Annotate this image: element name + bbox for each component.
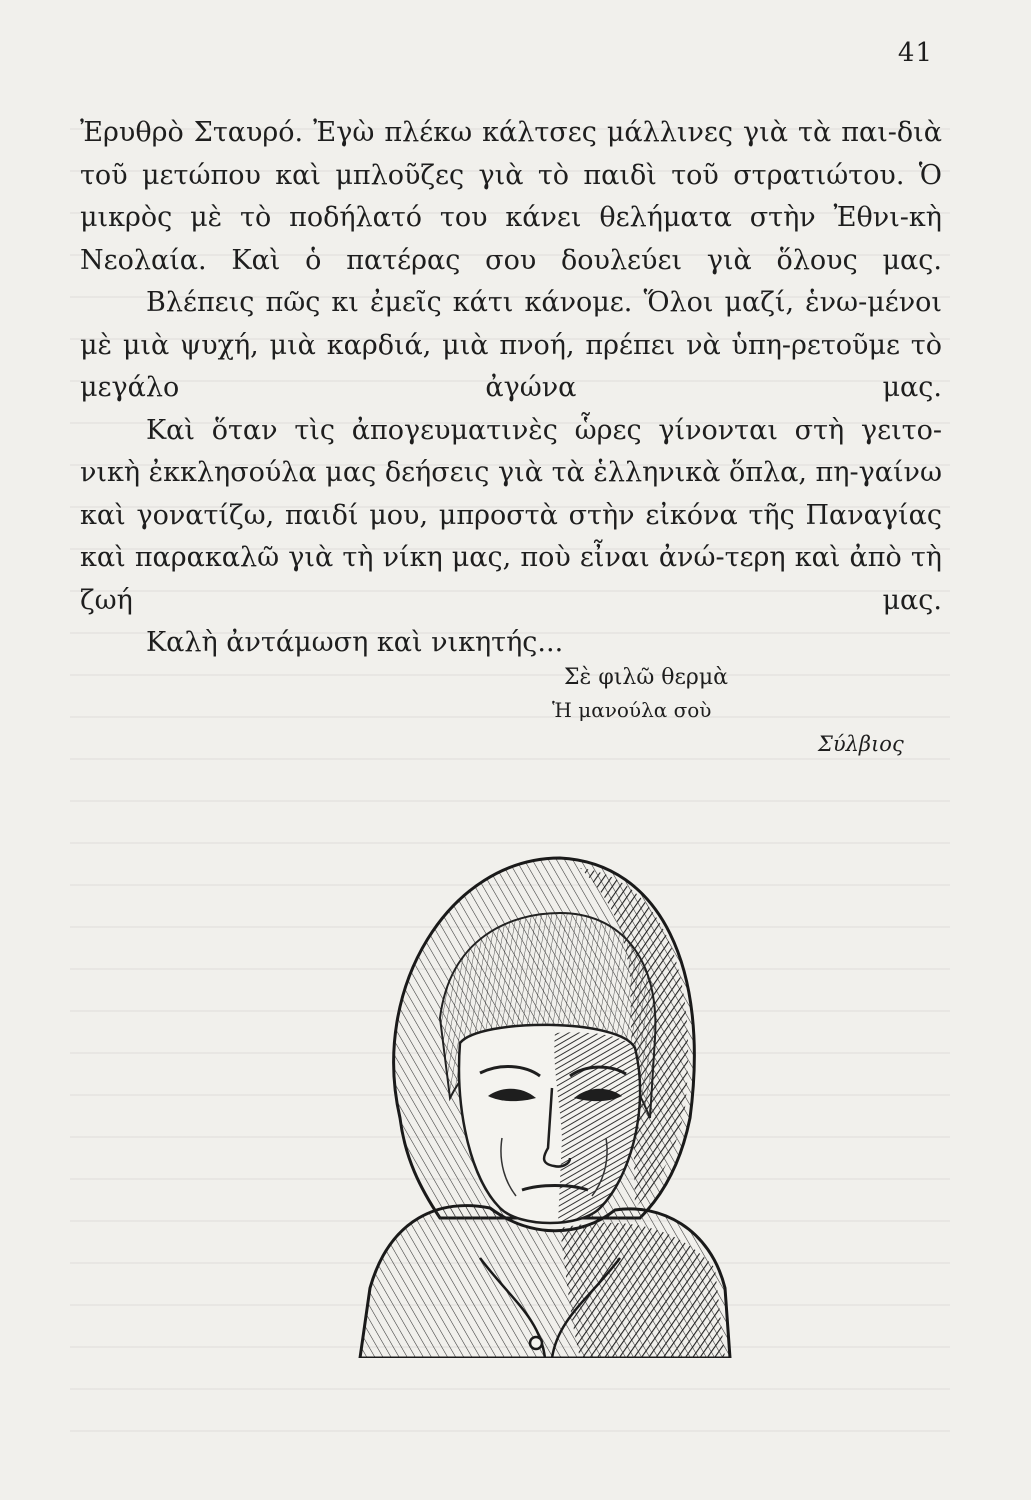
letter-body bbox=[80, 112, 942, 665]
coat-button bbox=[530, 1337, 542, 1349]
closing-greeting: Σὲ φιλῶ θερμὰ bbox=[564, 665, 728, 690]
page-number: 41 bbox=[897, 38, 933, 68]
closing-sender: Ἡ μανούλα σοὺ bbox=[552, 698, 712, 722]
portrait-illustration bbox=[330, 818, 750, 1358]
letter-paragraph-4: Καλὴ ἀντάμωση καὶ νικητής... bbox=[146, 627, 564, 658]
letter-closing bbox=[552, 662, 728, 726]
letter-paragraph-3: Καὶ ὅταν τὶς ἀπογευματινὲς ὧρες γίνονται στὴ γειτο-νικὴ ἐκκλησούλα μας δεήσεις γιὰ τὰ ἑλληνικὰ ὅπλα, πη-γαίνω καὶ γονατίζω, παιδί μου, μπροστὰ στὴν εἰκόνα τῆς Παναγίας καὶ παρακαλῶ γιὰ τὴ νίκη μας, ποὺ εἶναι ἀνώ-τερη καὶ ἀπὸ τὴ ζωή μας. bbox=[80, 414, 942, 616]
letter-paragraph-2: Βλέπεις πῶς κι ἐμεῖς κάτι κάνομε. Ὅλοι μαζί, ἑνω-μένοι μὲ μιὰ ψυχή, μιὰ καρδιά, μιὰ πνοή, πρέπει νὰ ὑπη-ρετοῦμε τὸ μεγάλο ἀγώνα μας. bbox=[80, 287, 942, 403]
artist-signature: Σύλβιος bbox=[818, 732, 904, 756]
letter-paragraph-1: Ἐρυθρὸ Σταυρό. Ἐγὼ πλέκω κάλτσες μάλλινες γιὰ τὰ παι-διὰ τοῦ μετώπου καὶ μπλοῦζες γιὰ τὸ παιδὶ τοῦ στρατιώτου. Ὁ μικρὸς μὲ τὸ ποδήλατό του κάνει θελήματα στὴν Ἐθνι-κὴ Νεολαία. Καὶ ὁ πατέρας σου δουλεύει γιὰ ὅλους μας. bbox=[80, 117, 942, 276]
